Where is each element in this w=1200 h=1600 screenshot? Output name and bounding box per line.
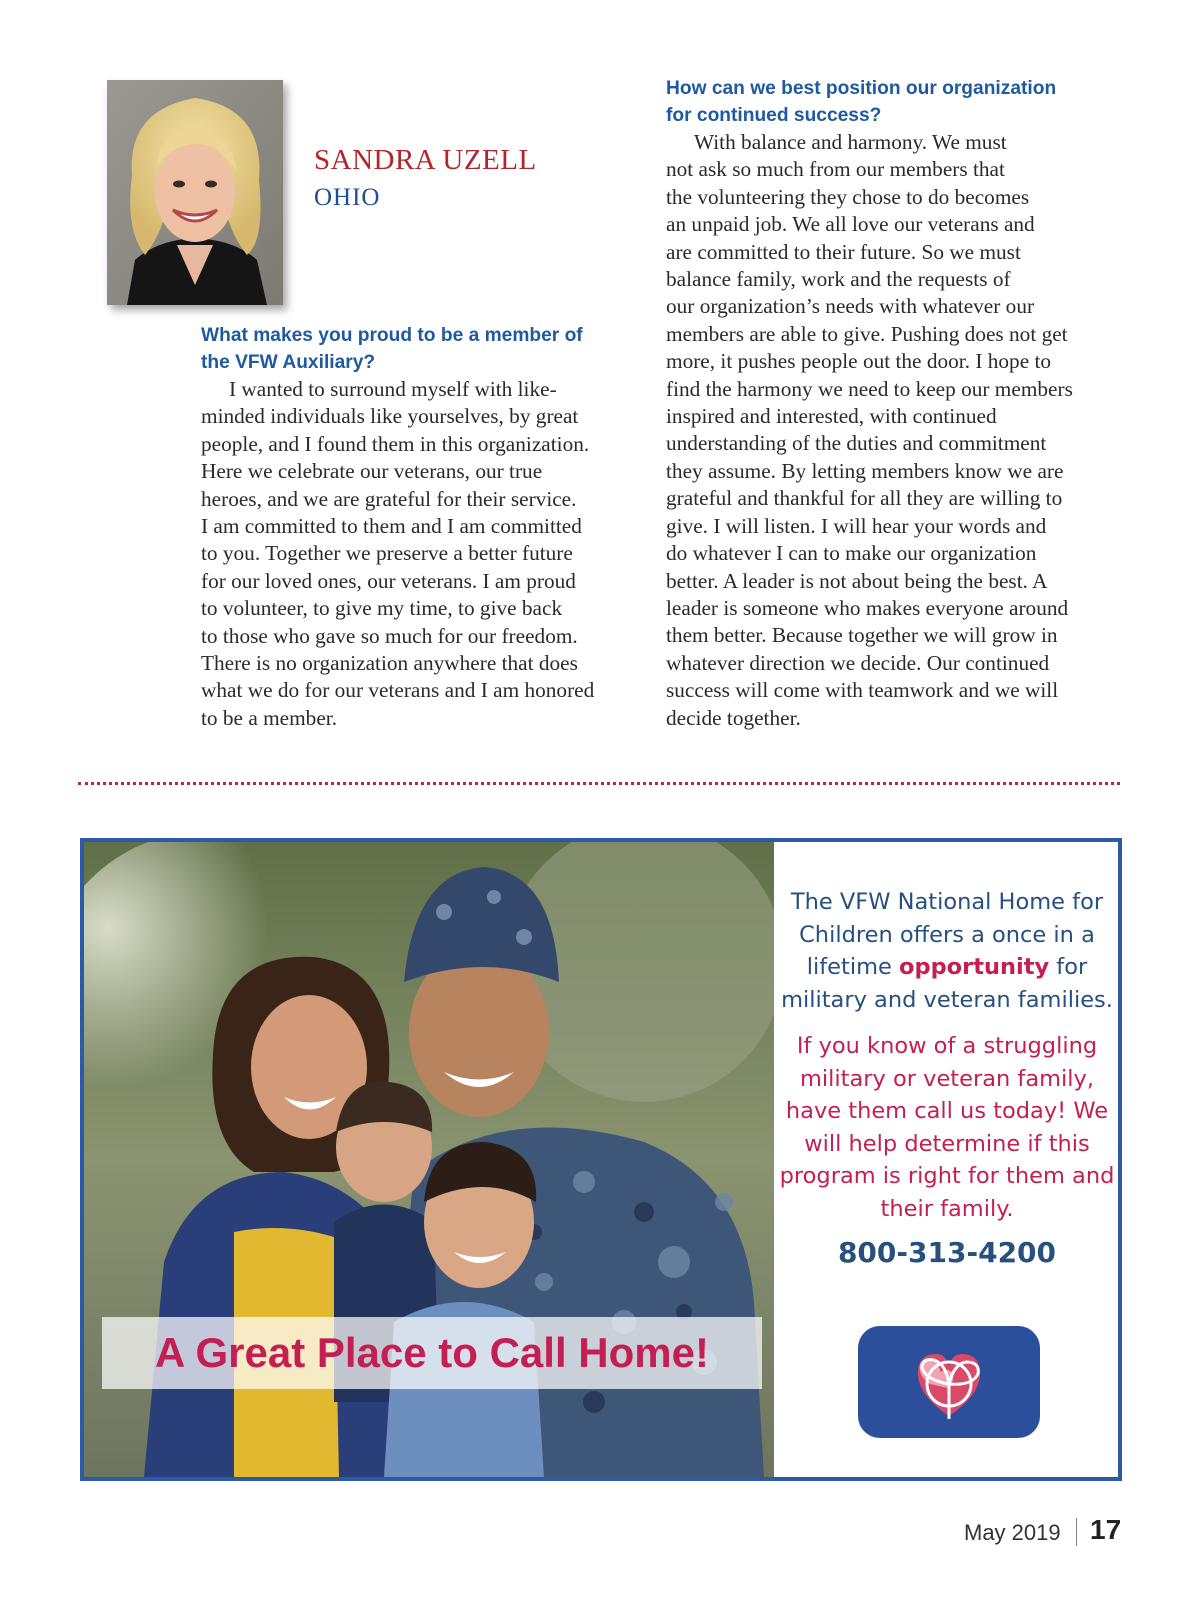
- answer-line: members are able to give. Pushing does not get: [666, 321, 1068, 346]
- answer-line: inspired and interested, with continued: [666, 404, 997, 429]
- ad-intro-highlight: opportunity: [899, 954, 1050, 980]
- answer-line: to be a member.: [201, 705, 338, 730]
- portrait-photo: [107, 80, 283, 305]
- answer-line: understanding of the duties and commitment: [666, 431, 1047, 456]
- answer-line: are committed to their future. So we must: [666, 239, 1021, 264]
- answer-line: to those who gave so much for our freedom.: [201, 623, 578, 648]
- question-line: for continued success?: [666, 105, 882, 126]
- footer-separator: [1076, 1518, 1077, 1546]
- vfw-national-home-heart-logo-icon: [856, 1324, 1042, 1440]
- answer-line: the volunteering they chose to do becomes: [666, 184, 1030, 209]
- answer-line: them better. Because together we will grow in: [666, 623, 1058, 648]
- answer-line: what we do for our veterans and I am honored: [201, 678, 595, 703]
- qa-block-success: [666, 75, 1126, 732]
- portrait-illustration: [107, 80, 283, 305]
- question-line: How can we best position our organization: [666, 78, 1057, 99]
- answer-line: to you. Together we preserve a better future: [201, 541, 573, 566]
- answer-line: grateful and thankful for all they are willing to: [666, 486, 1063, 511]
- answer-line: balance family, work and the requests of: [666, 267, 1011, 292]
- answer-line: I wanted to surround myself with like-: [229, 377, 557, 401]
- profile-name: SANDRA UZELL: [314, 144, 537, 176]
- answer-line: do whatever I can to make our organization: [666, 541, 1037, 566]
- answer-line: Here we celebrate our veterans, our true: [201, 459, 543, 484]
- ad-phone-number[interactable]: 800-313-4200: [837, 1236, 1057, 1269]
- profile-state: OHIO: [314, 184, 381, 211]
- answer-line: they assume. By letting members know we are: [666, 458, 1064, 483]
- ad-text-panel: [776, 842, 1118, 1477]
- answer-line: our organization’s needs with whatever our: [666, 294, 1035, 319]
- question-proud: [201, 322, 631, 376]
- ad-call-text: If you know of a struggling military or veteran family, have them call us today! We will help determine if this program is right for them and their family.: [779, 1033, 1115, 1222]
- dotted-divider: [78, 782, 1120, 785]
- answer-line: minded individuals like yourselves, by great: [201, 404, 579, 429]
- question-line: the VFW Auxiliary?: [201, 352, 376, 373]
- answer-success: [666, 129, 1126, 732]
- ad-intro-after: for military and veteran families.: [781, 954, 1113, 1013]
- answer-line: success will come with teamwork and we will: [666, 678, 1059, 703]
- answer-line: There is no organization anywhere that does: [201, 651, 578, 676]
- answer-line: people, and I found them in this organization.: [201, 431, 590, 456]
- answer-line: an unpaid job. We all love our veterans and: [666, 212, 1035, 237]
- ad-intro-text: [776, 886, 1118, 1016]
- footer-date: May 2019: [964, 1520, 1061, 1545]
- vfw-national-home-ad: [80, 838, 1122, 1481]
- answer-proud: [201, 376, 631, 732]
- answer-line: better. A leader is not about being the best. A: [666, 568, 1048, 593]
- answer-line: leader is someone who makes everyone around: [666, 595, 1069, 620]
- ad-tagline: A Great Place to Call Home!: [102, 1317, 762, 1389]
- answer-line: not ask so much from our members that: [666, 157, 1005, 182]
- answer-line: decide together.: [666, 705, 801, 730]
- question-line: What makes you proud to be a member of: [201, 325, 583, 346]
- answer-line: I am committed to them and I am committed: [201, 514, 582, 539]
- answer-line: whatever direction we decide. Our continued: [666, 650, 1050, 675]
- answer-line: more, it pushes people out the door. I hope to: [666, 349, 1052, 374]
- page-number: 17: [1090, 1514, 1122, 1545]
- answer-line: to volunteer, to give my time, to give back: [201, 596, 563, 621]
- answer-line: give. I will listen. I will hear your words and: [666, 513, 1047, 538]
- qa-block-proud: [201, 322, 631, 732]
- answer-line: find the harmony we need to keep our members: [666, 376, 1073, 401]
- answer-line: With balance and harmony. We must: [694, 130, 1007, 154]
- question-success: [666, 75, 1126, 129]
- ad-intro-before: The VFW National Home for Children offers a once in a lifetime: [790, 889, 1104, 980]
- answer-line: heroes, and we are grateful for their service.: [201, 486, 577, 511]
- answer-line: for our loved ones, our veterans. I am proud: [201, 568, 576, 593]
